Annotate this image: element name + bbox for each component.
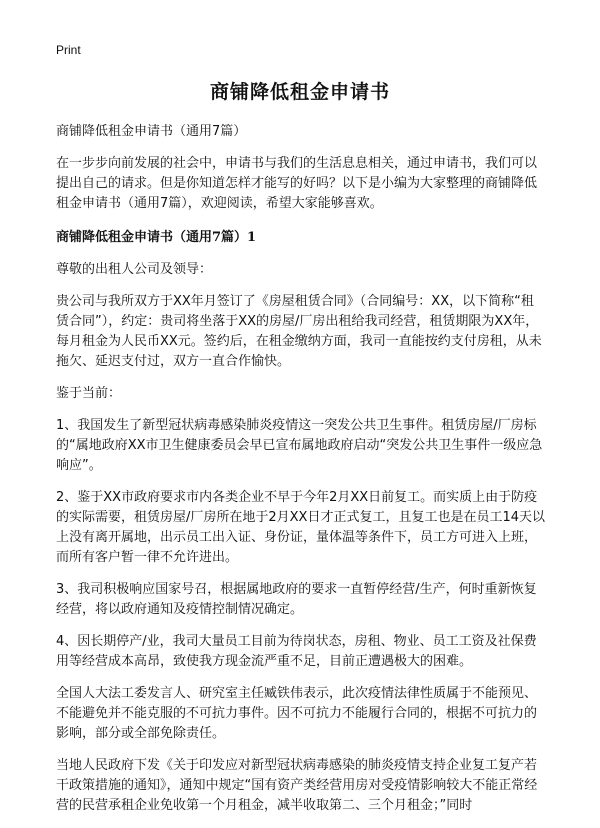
- paragraph: 1、我国发生了新型冠状病毒感染肺炎疫情这一突发公共卫生事件。租赁房屋/厂房标的“属地政府XX市卫生健康委员会早已宣布属地政府启动“突发公共卫生事件一级应急响应”。: [56, 418, 543, 473]
- paragraph: 2、鉴于XX市政府要求市内各类企业不早于今年2月XX日前复工。而实质上由于防疫的实际需要，租赁房屋/厂房所在地于2月XX日才正式复工，且复工也是在员工14天以上没有离开属地，出示员工出入证、身份证，量体温等条件下，员工方可进入上班，而所有客户暂一律不允许进出。: [56, 490, 546, 565]
- intro-paragraph: 在一步步向前发展的社会中，申请书与我们的生活息息相关，通过申请书，我们可以提出自己的请求。但是你知道怎样才能写的好吗？以下是小编为大家整理的商铺降低租金申请书（通用7篇），欢迎阅读，希望大家能够喜欢。: [56, 156, 538, 211]
- document-title: 商铺降低租金申请书: [209, 81, 390, 103]
- print-label[interactable]: Print: [56, 43, 81, 57]
- paragraph: 当地人民政府下发《关于印发应对新型冠状病毒感染的肺炎疫情支持企业复工复产若干政策措施的通知》，通知中规定“国有资产类经营用房对受疫情影响较大不能正常经营的民营承租企业免收第一个月租金，减半收取第二、三个月租金；”同时: [56, 758, 538, 813]
- paragraph: 全国人大法工委发言人、研究室主任臧铁伟表示，此次疫情法律性质属于不能预见、不能避免并不能克服的不可抗力事件。因不可抗力不能履行合同的，根据不可抗力的影响，部分或全部免除责任。: [56, 686, 538, 741]
- paragraph: 3、我司积极响应国家号召，根据属地政府的要求一直暂停经营/生产，何时重新恢复经营，将以政府通知及疫情控制情况确定。: [56, 582, 537, 617]
- section-heading: 商铺降低租金申请书（通用7篇）1: [56, 230, 257, 245]
- paragraph: 4、因长期停产/业，我司大量员工目前为待岗状态，房租、物业、员工工资及社保费用等经营成本高昂，致使我方现金流严重不足，目前正遭遇极大的困难。: [56, 634, 537, 669]
- paragraph: 鉴于当前：: [56, 386, 122, 401]
- document-subtitle: 商铺降低租金申请书（通用7篇）: [56, 124, 247, 139]
- salutation: 尊敬的出租人公司及领导：: [56, 262, 213, 277]
- paragraph: 贵公司与我所双方于XX年月签订了《房屋租赁合同》（合同编号：XX，以下简称“租赁合同”），约定：贵司将坐落于XX的房屋/厂房出租给我司经营，租赁期限为XX年，每月租金为人民币XX元。签约后，在租金缴纳方面，我司一直能按约支付房租，从未拖欠、延迟支付过，双方一直合作愉快。: [56, 294, 542, 369]
- document-body: [56, 122, 545, 828]
